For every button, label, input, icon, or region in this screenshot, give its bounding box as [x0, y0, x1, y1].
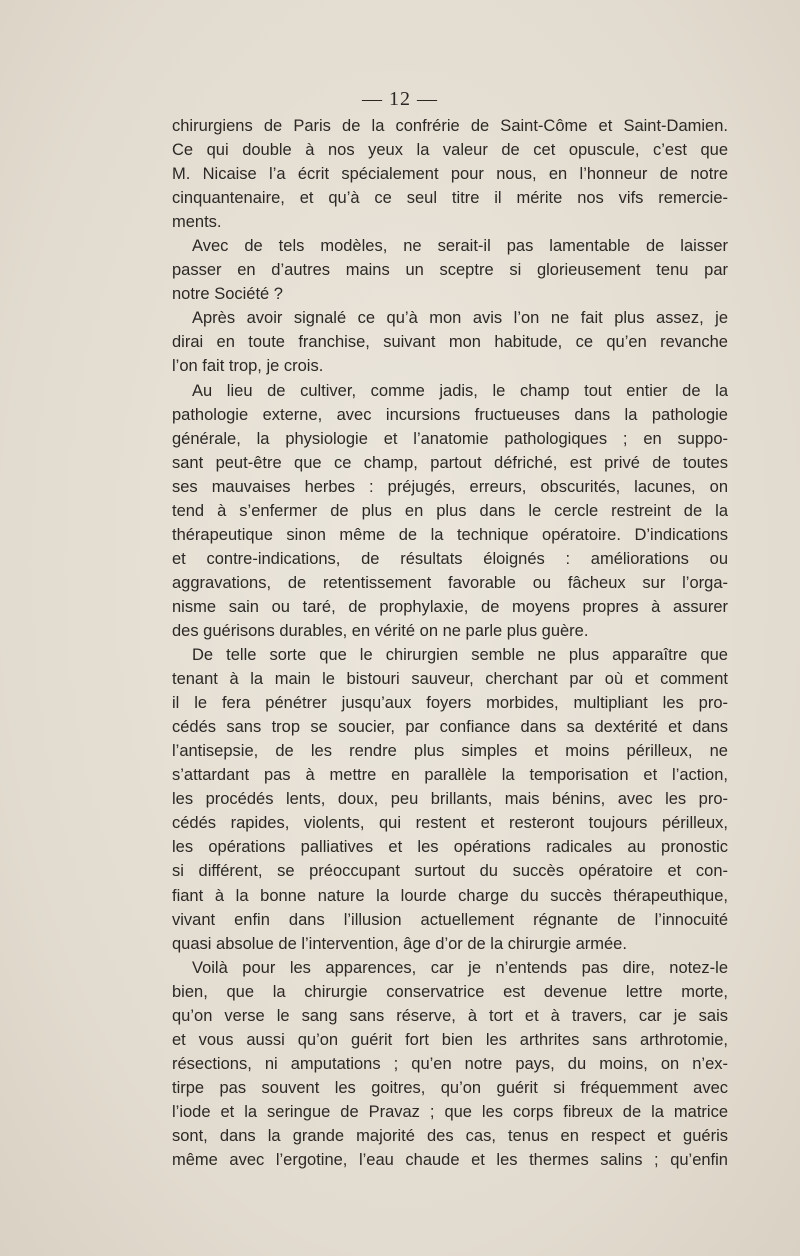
- text-line: même avec l’ergotine, l’eau chaude et les thermes salins ; qu’enfin: [172, 1151, 728, 1170]
- text-line: aggravations, de retentissement favorable ou fâcheux sur l’orga-: [172, 573, 728, 592]
- text-line: Après avoir signalé ce qu’à mon avis l’on ne fait plus assez, je: [192, 309, 728, 328]
- text-line: qu’on verse le sang sans réserve, à tort et à travers, car je sais: [172, 1006, 728, 1025]
- text-line: résections, ni amputations ; qu’en notre pays, du moins, on n’ex-: [172, 1054, 728, 1073]
- text-line: cédés rapides, violents, qui restent et resteront toujours périlleux,: [172, 814, 728, 833]
- text-line: bien, que la chirurgie conservatrice est devenue lettre morte,: [172, 982, 728, 1001]
- text-line: des guérisons durables, en vérité on ne parle plus guère.: [172, 621, 589, 640]
- text-line: cinquantenaire, et qu’à ce seul titre il mérite nos vifs remercie-: [172, 189, 728, 208]
- text-line: l’iode et la seringue de Pravaz ; que les corps fibreux de la matrice: [172, 1102, 728, 1121]
- text-line: s’attardant pas à mettre en parallèle la temporisation et l’action,: [172, 766, 728, 785]
- text-line: nisme sain ou taré, de prophylaxie, de moyens propres à assurer: [172, 597, 728, 616]
- page-number: — 12 —: [362, 88, 438, 110]
- text-line: l’on fait trop, je crois.: [172, 357, 324, 376]
- text-line: tirpe pas souvent les goitres, qu’on guérit si fréquemment avec: [172, 1078, 728, 1097]
- text-line: et contre-indications, de résultats éloignés : améliorations ou: [172, 549, 728, 568]
- text-line: Voilà pour les apparences, car je n’entends pas dire, notez-le: [192, 958, 728, 977]
- text-line: les procédés lents, doux, peu brillants, mais bénins, avec les pro-: [172, 790, 728, 809]
- text-line: ments.: [172, 213, 222, 232]
- text-line: Au lieu de cultiver, comme jadis, le champ tout entier de la: [192, 381, 728, 400]
- text-line: cédés sans trop se soucier, par confiance dans sa dextérité et dans: [172, 718, 728, 737]
- text-line: thérapeutique sinon même de la technique opératoire. D’indications: [172, 525, 728, 544]
- text-line: quasi absolue de l’intervention, âge d’or de la chirurgie armée.: [172, 934, 627, 953]
- body-text: [172, 114, 728, 1172]
- text-line: Ce qui double à nos yeux la valeur de cet opuscule, c’est que: [172, 141, 728, 160]
- text-line: les opérations palliatives et les opérations radicales au pronostic: [172, 838, 728, 857]
- text-line: passer en d’autres mains un sceptre si glorieusement tenu par: [172, 261, 728, 280]
- text-line: l’antisepsie, de les rendre plus simples et moins périlleux, ne: [172, 742, 728, 761]
- text-line: Avec de tels modèles, ne serait-il pas lamentable de laisser: [192, 237, 728, 256]
- text-line: pathologie externe, avec incursions fructueuses dans la pathologie: [172, 405, 728, 424]
- text-line: générale, la physiologie et l’anatomie pathologiques ; en suppo-: [172, 429, 728, 448]
- text-line: et vous aussi qu’on guérit fort bien les arthrites sans arthrotomie,: [172, 1030, 728, 1049]
- text-line: tenant à la main le bistouri sauveur, cherchant par où et comment: [172, 670, 728, 689]
- text-line: De telle sorte que le chirurgien semble ne plus apparaître que: [192, 646, 728, 665]
- text-line: vivant enfin dans l’illusion actuellement régnante de l’innocuité: [172, 910, 728, 929]
- text-line: sont, dans la grande majorité des cas, tenus en respect et guéris: [172, 1126, 728, 1145]
- text-line: M. Nicaise l’a écrit spécialement pour nous, en l’honneur de notre: [172, 165, 728, 184]
- text-line: ses mauvaises herbes : préjugés, erreurs, obscurités, lacunes, on: [172, 477, 728, 496]
- text-line: notre Société ?: [172, 285, 283, 304]
- text-line: chirurgiens de Paris de la confrérie de Saint-Côme et Saint-Damien.: [172, 117, 728, 135]
- text-line: fiant à la bonne nature la lourde charge du succès thérapeuthique,: [172, 886, 728, 905]
- text-line: tend à s’enfermer de plus en plus dans le cercle restreint de la: [172, 501, 728, 520]
- text-line: sant peut-être que ce champ, partout défriché, est privé de toutes: [172, 453, 728, 472]
- text-line: il le fera pénétrer jusqu’aux foyers morbides, multipliant les pro-: [172, 694, 728, 713]
- text-line: dirai en toute franchise, suivant mon habitude, ce qu’en revanche: [172, 333, 728, 352]
- text-line: si différent, se préoccupant surtout du succès opératoire et con-: [172, 862, 728, 881]
